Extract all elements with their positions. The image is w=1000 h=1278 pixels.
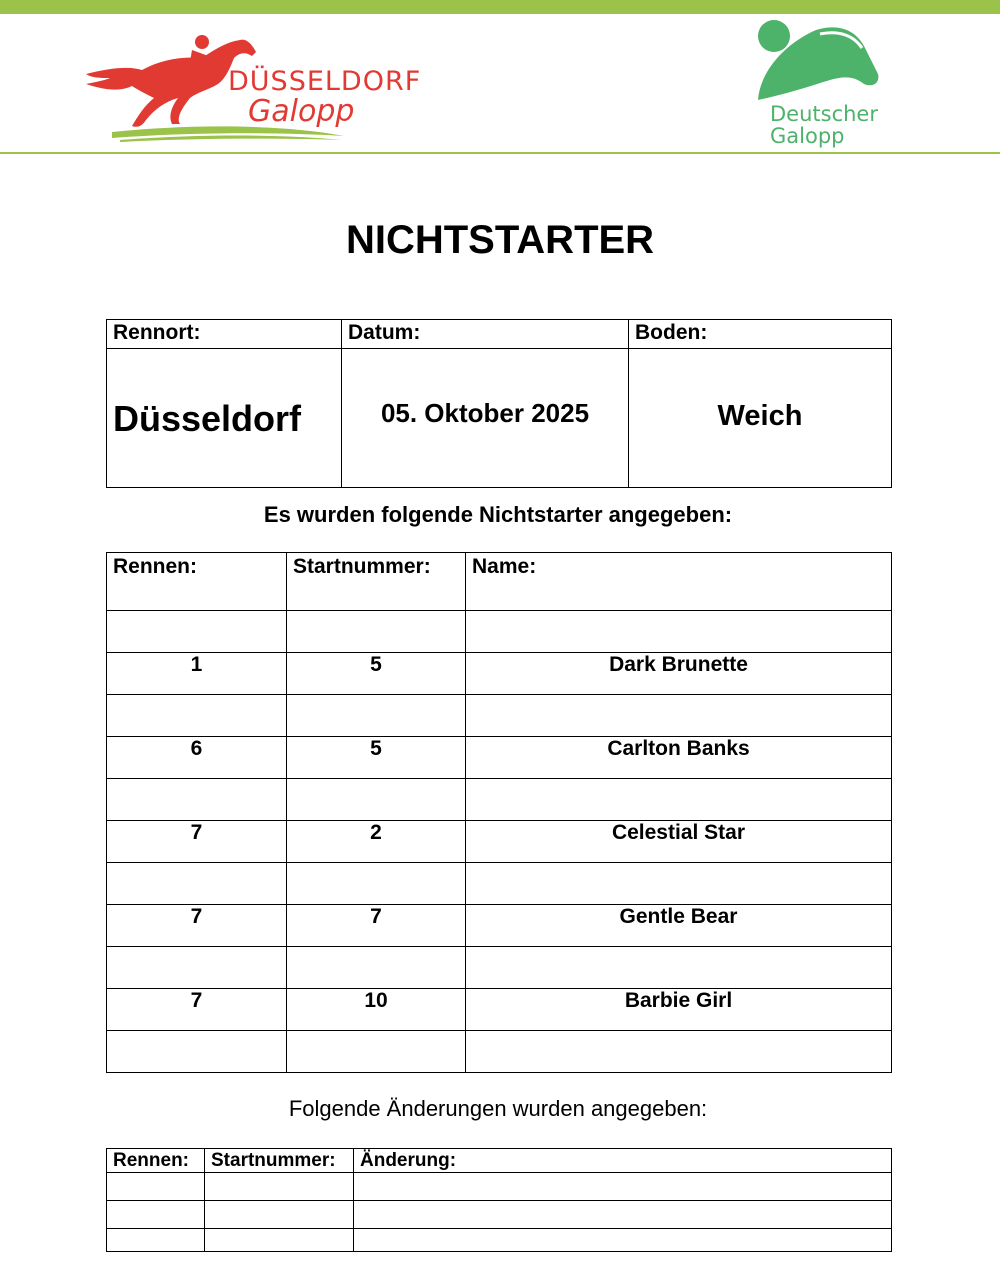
rennen-header: Rennen: <box>107 1149 205 1173</box>
datum-value: 05. Oktober 2025 <box>342 349 629 488</box>
datum-label: Datum: <box>342 320 629 349</box>
startnummer-cell: 7 <box>287 905 466 947</box>
top-accent-bar <box>0 0 1000 14</box>
startnummer-header: Startnummer: <box>205 1149 354 1173</box>
table-row-empty <box>107 947 892 989</box>
logo-right-line2: Galopp <box>770 124 845 148</box>
name-cell: Dark Brunette <box>466 653 892 695</box>
header-divider <box>0 152 1000 154</box>
boden-value: Weich <box>629 349 892 488</box>
name-header: Name: <box>466 553 892 611</box>
name-cell: Celestial Star <box>466 821 892 863</box>
duesseldorf-galopp-logo <box>80 28 422 148</box>
name-cell: Carlton Banks <box>466 737 892 779</box>
table-row <box>107 737 892 779</box>
table-row <box>107 989 892 1031</box>
logo-right-line1: Deutscher <box>770 102 878 126</box>
startnummer-header: Startnummer: <box>287 553 466 611</box>
table-row-empty <box>107 863 892 905</box>
startnummer-cell: 2 <box>287 821 466 863</box>
table-row-empty <box>107 1031 892 1073</box>
rennen-cell: 7 <box>107 989 287 1031</box>
rennen-cell: 1 <box>107 653 287 695</box>
name-cell: Gentle Bear <box>466 905 892 947</box>
aenderungen-table <box>106 1148 892 1252</box>
table-row-empty <box>107 1201 892 1229</box>
rennort-label: Rennort: <box>107 320 342 349</box>
rennort-value: Düsseldorf <box>107 349 342 488</box>
aenderung-header: Änderung: <box>354 1149 892 1173</box>
page-title: NICHTSTARTER <box>345 218 655 262</box>
logo-left-line1: DÜSSELDORF <box>228 66 422 97</box>
table-row-empty <box>107 695 892 737</box>
deutscher-galopp-logo <box>750 18 890 148</box>
nichtstarter-intro: Es wurden folgende Nichtstarter angegeben: <box>263 502 733 527</box>
startnummer-cell: 5 <box>287 653 466 695</box>
rennen-cell: 7 <box>107 821 287 863</box>
name-cell: Barbie Girl <box>466 989 892 1031</box>
race-info-table <box>106 319 892 488</box>
table-row <box>107 905 892 947</box>
logo-left-line2: Galopp <box>248 94 355 129</box>
boden-label: Boden: <box>629 320 892 349</box>
rennen-cell: 7 <box>107 905 287 947</box>
table-row-empty <box>107 1229 892 1252</box>
table-row-empty <box>107 611 892 653</box>
table-row <box>107 653 892 695</box>
table-row-empty <box>107 779 892 821</box>
aenderungen-intro: Folgende Änderungen wurden angegeben: <box>288 1096 708 1121</box>
table-row-empty <box>107 1173 892 1201</box>
startnummer-cell: 5 <box>287 737 466 779</box>
rennen-header: Rennen: <box>107 553 287 611</box>
horse-head-icon <box>750 18 890 102</box>
startnummer-cell: 10 <box>287 989 466 1031</box>
rennen-cell: 6 <box>107 737 287 779</box>
nichtstarter-table <box>106 552 892 1073</box>
table-row <box>107 821 892 863</box>
